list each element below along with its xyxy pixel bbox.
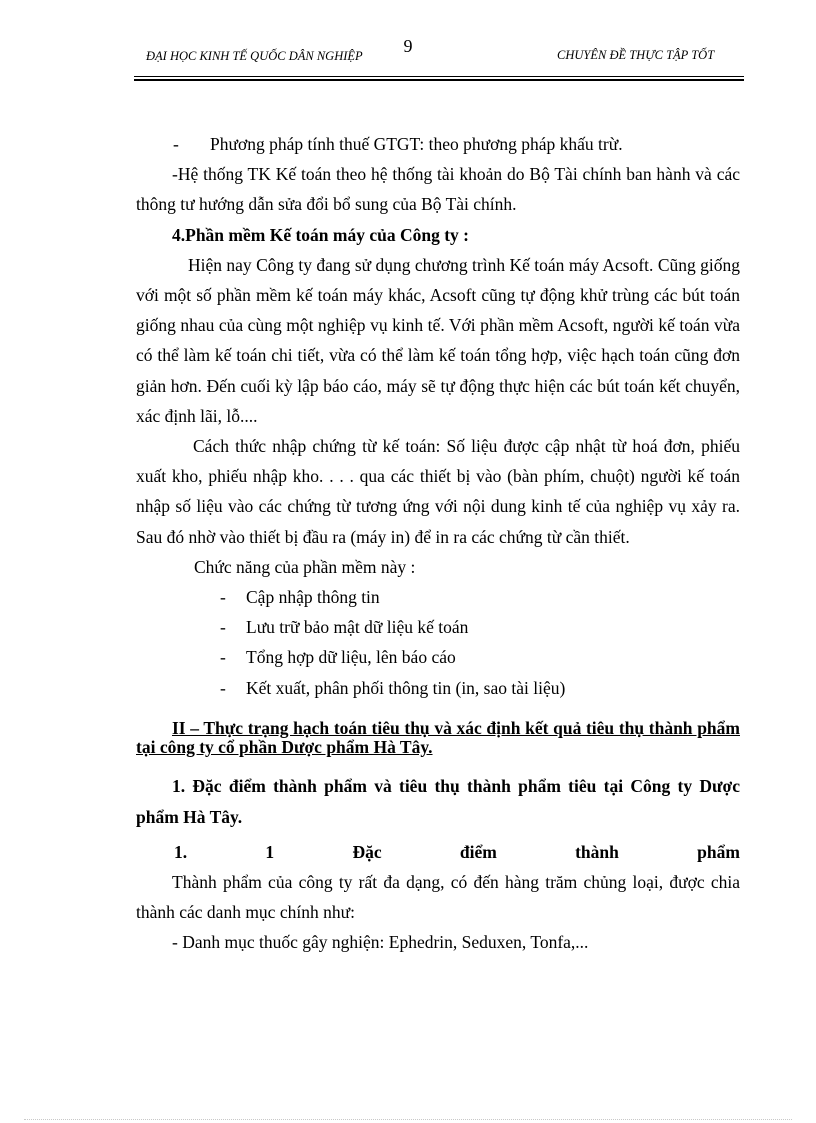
paragraph-acsoft: Hiện nay Công ty đang sử dụng chương trình Kế toán máy Acsoft. Cũng giống với một số phần mềm kế toán máy khác, Acsoft cũng tự động khử trùng các bút toán giống nhau của cùng một nghiệp vụ kinh tế. Với phần mềm Acsoft, người kế toán vừa có thể làm kế toán chi tiết, vừa có thể làm kế toán tổng hợp, việc hạch toán cũng đơn giản hơn. Đến cuối kỳ lập báo cáo, máy sẽ tự động thực hiện các bút toán kết chuyển, xác định lãi, lỗ.... xyxy=(136,254,740,426)
section-heading-ii: II – Thực trạng hạch toán tiêu thụ và xác định kết quả tiêu thụ thành phẩm tại công ty cổ phần Dược phẩm Hà Tây. xyxy=(136,717,740,757)
header-rule-thick xyxy=(134,79,744,81)
functions-list xyxy=(136,582,740,703)
dash-marker: - xyxy=(172,164,178,185)
paragraph-voucher-entry: Cách thức nhập chứng từ kế toán: Số liệu được cập nhật từ hoá đơn, phiếu xuất kho, phiếu nhập kho. . . . qua các thiết bị vào (bàn phím, chuột) người kế toán nhập số liệu vào các chứng từ tương ứng với nội dung kinh tế của nghiệp vụ xảy ra. Sau đó nhờ vào thiết bị đầu ra (máy in) để in ra các chứng từ cần thiết. xyxy=(136,436,740,547)
page-number: 9 xyxy=(403,36,413,56)
header-rule-thin xyxy=(134,76,744,77)
bullet-account-system: -Hệ thống TK Kế toán theo hệ thống tài khoản do Bộ Tài chính ban hành và các thông tư hướng dẫn sửa đổi bổ sung của Bộ Tài chính. xyxy=(136,164,740,215)
list-item: - Kết xuất, phân phối thông tin (in, sao tài liệu) xyxy=(220,677,566,698)
footer-dotted-line xyxy=(24,1119,792,1120)
header-left: ĐẠI HỌC KINH TẾ QUỐC DÂN NGHIỆP xyxy=(146,49,363,63)
heading-accounting-software: 4.Phần mềm Kế toán máy của Công ty : xyxy=(172,224,469,245)
dash-marker: - xyxy=(173,134,179,154)
bullet-vat-method: - Phương pháp tính thuế GTGT: theo phương pháp khấu trừ. xyxy=(136,129,740,159)
header-right: CHUYÊN ĐỀ THỰC TẬP TỐT xyxy=(557,48,715,62)
subheading-1-1: 1. 1 Đặc điểm thành phẩm xyxy=(174,841,740,862)
paragraph-narcotic-list: - Danh mục thuốc gây nghiện: Ephedrin, Seduxen, Tonfa,... xyxy=(172,932,589,953)
functions-intro: Chức năng của phần mềm này : xyxy=(194,556,416,577)
paragraph-product-range: Thành phẩm của công ty rất đa dạng, có đến hàng trăm chủng loại, được chia thành các danh mục chính như: xyxy=(136,872,740,923)
list-item: - Cập nhập thông tin xyxy=(220,587,380,608)
document-body xyxy=(136,129,740,958)
list-item: - Tổng hợp dữ liệu, lên báo cáo xyxy=(220,647,456,668)
heading-product-characteristics: 1. Đặc điểm thành phẩm và tiêu thụ thành phẩm tiêu tại Công ty Dược phẩm Hà Tây. xyxy=(136,775,740,827)
list-item: - Lưu trữ bảo mật dữ liệu kế toán xyxy=(220,617,469,638)
